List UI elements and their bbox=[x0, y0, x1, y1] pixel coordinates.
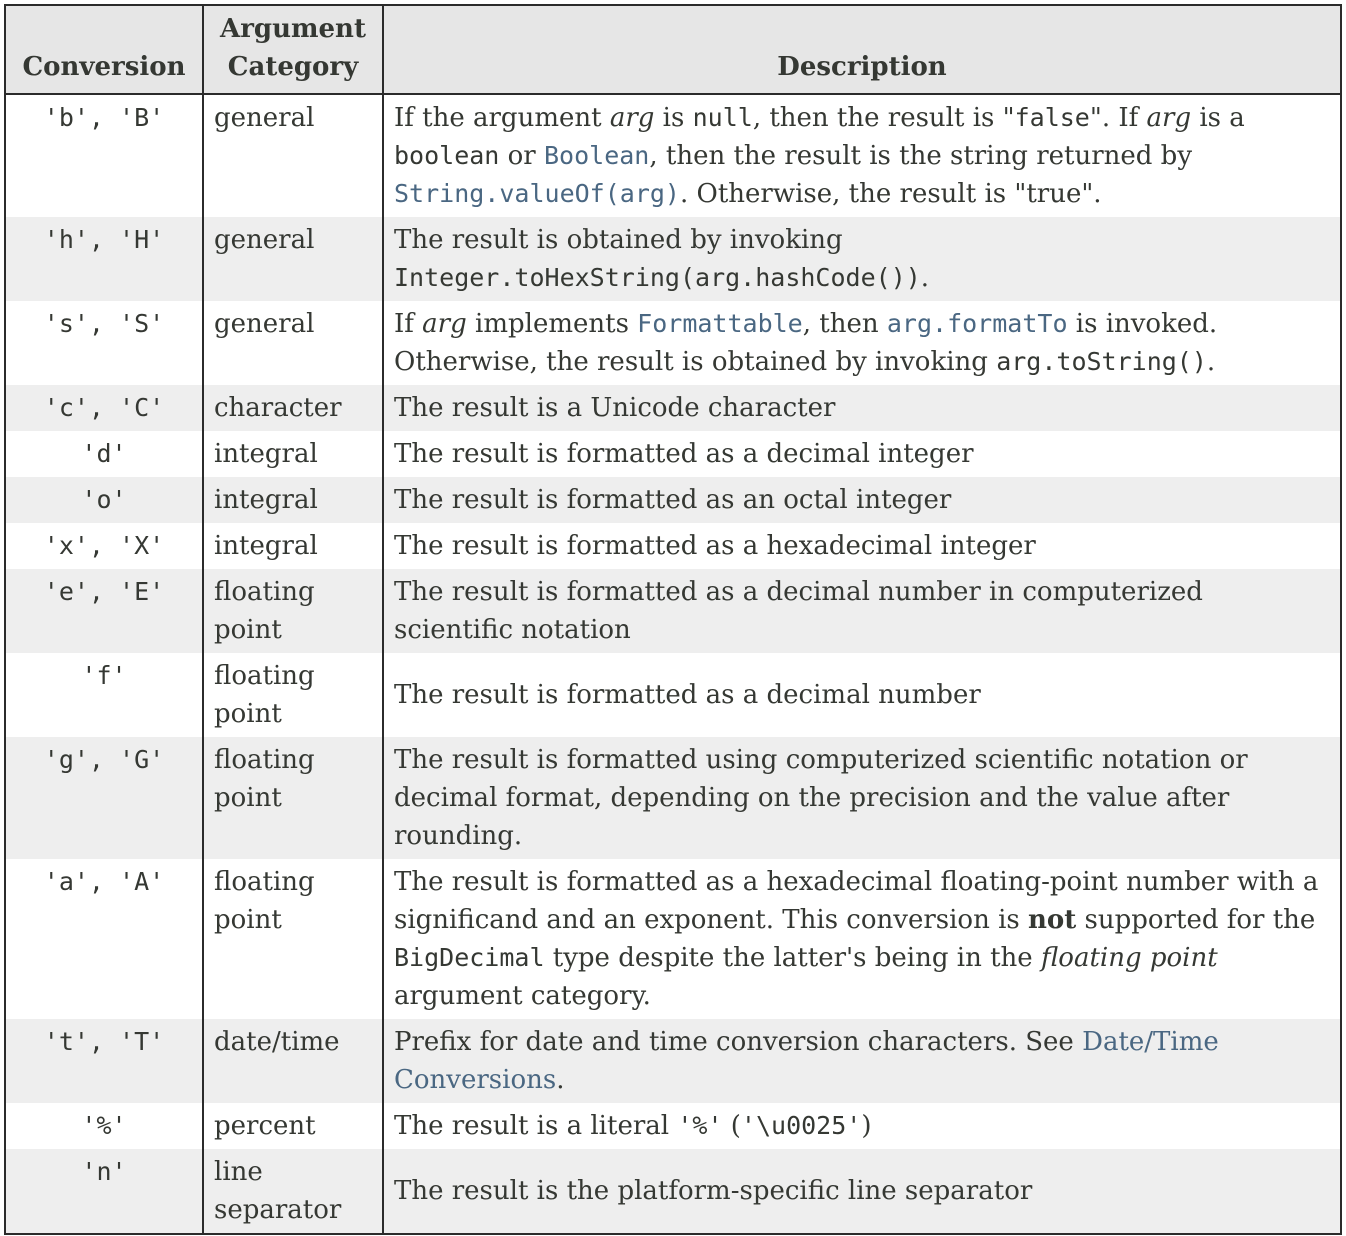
boolean-link[interactable]: Boolean bbox=[543, 141, 650, 170]
desc-code: '%' bbox=[677, 1111, 723, 1140]
category-cell: floating point bbox=[203, 653, 383, 737]
desc-italic: arg bbox=[422, 309, 467, 339]
category-cell: general bbox=[203, 301, 383, 385]
desc-text: supported for the bbox=[1076, 905, 1316, 935]
date-time-conversions-link[interactable]: Date/Time Conversions bbox=[394, 1027, 1219, 1095]
desc-text: argument category. bbox=[394, 981, 651, 1011]
description-cell: The result is formatted as a hexadecimal integer bbox=[383, 523, 1341, 569]
category-cell: character bbox=[203, 385, 383, 431]
description-cell: The result is the platform-specific line separator bbox=[383, 1149, 1341, 1234]
table-row bbox=[5, 385, 1341, 431]
desc-text: ) bbox=[861, 1111, 872, 1141]
description-cell: The result is formatted as a decimal number bbox=[383, 653, 1341, 737]
desc-code: '\u0025' bbox=[740, 1111, 862, 1140]
table-row bbox=[5, 477, 1341, 523]
desc-text: , then the result is the string returned by bbox=[649, 141, 1193, 171]
desc-text: . bbox=[1206, 347, 1216, 377]
table-row bbox=[5, 94, 1341, 217]
description-cell: The result is a Unicode character bbox=[383, 385, 1341, 431]
category-cell: integral bbox=[203, 523, 383, 569]
desc-text: is invoked. Otherwise, the result is obtained by invoking bbox=[394, 309, 1218, 377]
conversion-cell: 'c', 'C' bbox=[5, 385, 203, 431]
category-cell: floating point bbox=[203, 859, 383, 1019]
description-cell bbox=[383, 1019, 1341, 1103]
category-cell: general bbox=[203, 94, 383, 217]
desc-italic: arg bbox=[609, 103, 655, 133]
desc-bold: not bbox=[1028, 905, 1077, 935]
desc-text: or bbox=[499, 141, 544, 171]
conversion-cell: 'a', 'A' bbox=[5, 859, 203, 1019]
conversion-cell: '%' bbox=[5, 1103, 203, 1149]
desc-text: , then the result is " bbox=[752, 103, 1015, 133]
table-body bbox=[5, 94, 1341, 1234]
desc-italic: floating point bbox=[1040, 943, 1218, 973]
header-row bbox=[5, 5, 1341, 94]
table-row bbox=[5, 1149, 1341, 1234]
description-cell bbox=[383, 1103, 1341, 1149]
conversion-cell: 'x', 'X' bbox=[5, 523, 203, 569]
desc-text: is bbox=[654, 103, 693, 133]
desc-code: BigDecimal bbox=[394, 943, 545, 972]
conversion-table bbox=[4, 4, 1342, 1235]
table-row bbox=[5, 301, 1341, 385]
desc-text: implements bbox=[466, 309, 638, 339]
conversion-cell: 'h', 'H' bbox=[5, 217, 203, 301]
description-cell bbox=[383, 301, 1341, 385]
desc-code: Integer.toHexString(arg.hashCode()) bbox=[394, 263, 921, 292]
description-cell bbox=[383, 859, 1341, 1019]
desc-text: . Otherwise, the result is "true". bbox=[679, 179, 1102, 209]
conversion-cell: 'b', 'B' bbox=[5, 94, 203, 217]
category-cell: integral bbox=[203, 477, 383, 523]
conversion-cell: 'd' bbox=[5, 431, 203, 477]
format-to-link[interactable]: arg.formatTo bbox=[886, 309, 1068, 338]
table-row bbox=[5, 1019, 1341, 1103]
desc-text: type despite the latter's being in the bbox=[544, 943, 1041, 973]
table-row bbox=[5, 431, 1341, 477]
conversion-cell: 'f' bbox=[5, 653, 203, 737]
string-valueof-link[interactable]: String.valueOf(arg) bbox=[394, 179, 680, 208]
desc-code: boolean bbox=[394, 141, 500, 170]
desc-text: Prefix for date and time conversion characters. See bbox=[394, 1027, 1083, 1057]
conversion-cell: 'g', 'G' bbox=[5, 737, 203, 859]
header-conversion: Conversion bbox=[5, 5, 203, 94]
table-row bbox=[5, 569, 1341, 653]
desc-text: ". If bbox=[1089, 103, 1147, 133]
desc-text: . bbox=[556, 1065, 565, 1095]
category-cell: date/time bbox=[203, 1019, 383, 1103]
desc-italic: arg bbox=[1146, 103, 1192, 133]
desc-text: is a bbox=[1191, 103, 1245, 133]
desc-code: false bbox=[1014, 103, 1090, 132]
conversion-cell: 't', 'T' bbox=[5, 1019, 203, 1103]
description-cell bbox=[383, 94, 1341, 217]
table-row bbox=[5, 737, 1341, 859]
desc-text: The result is obtained by invoking bbox=[394, 225, 843, 255]
table-row bbox=[5, 1103, 1341, 1149]
conversion-cell: 'n' bbox=[5, 1149, 203, 1234]
table-container bbox=[4, 4, 1342, 1235]
desc-text: ( bbox=[722, 1111, 741, 1141]
desc-text: The result is a literal bbox=[394, 1111, 678, 1141]
category-cell: general bbox=[203, 217, 383, 301]
header-argument-category: Argument Category bbox=[203, 5, 383, 94]
description-cell: The result is formatted as an octal integer bbox=[383, 477, 1341, 523]
header-description: Description bbox=[383, 5, 1341, 94]
conversion-cell: 's', 'S' bbox=[5, 301, 203, 385]
table-row bbox=[5, 523, 1341, 569]
category-cell: line separator bbox=[203, 1149, 383, 1234]
desc-text: The result is formatted as a hexadecimal floating-point number with a significand and an exponent. This conversion is bbox=[394, 867, 1319, 935]
desc-text: If bbox=[394, 309, 423, 339]
desc-text: If the argument bbox=[394, 103, 610, 133]
category-cell: percent bbox=[203, 1103, 383, 1149]
table-header bbox=[5, 5, 1341, 94]
description-cell bbox=[383, 217, 1341, 301]
description-cell: The result is formatted as a decimal number in computerized scientific notation bbox=[383, 569, 1341, 653]
table-row bbox=[5, 217, 1341, 301]
desc-text: , then bbox=[802, 309, 887, 339]
table-row bbox=[5, 859, 1341, 1019]
desc-text: . bbox=[920, 263, 930, 293]
desc-code: null bbox=[692, 103, 753, 132]
conversion-cell: 'o' bbox=[5, 477, 203, 523]
category-cell: integral bbox=[203, 431, 383, 477]
description-cell: The result is formatted as a decimal integer bbox=[383, 431, 1341, 477]
category-cell: floating point bbox=[203, 737, 383, 859]
description-cell: The result is formatted using computerized scientific notation or decimal format, depending on the precision and the value after rounding. bbox=[383, 737, 1341, 859]
desc-code: arg.toString() bbox=[996, 347, 1207, 376]
table-row bbox=[5, 653, 1341, 737]
category-cell: floating point bbox=[203, 569, 383, 653]
conversion-cell: 'e', 'E' bbox=[5, 569, 203, 653]
formattable-link[interactable]: Formattable bbox=[637, 309, 803, 338]
